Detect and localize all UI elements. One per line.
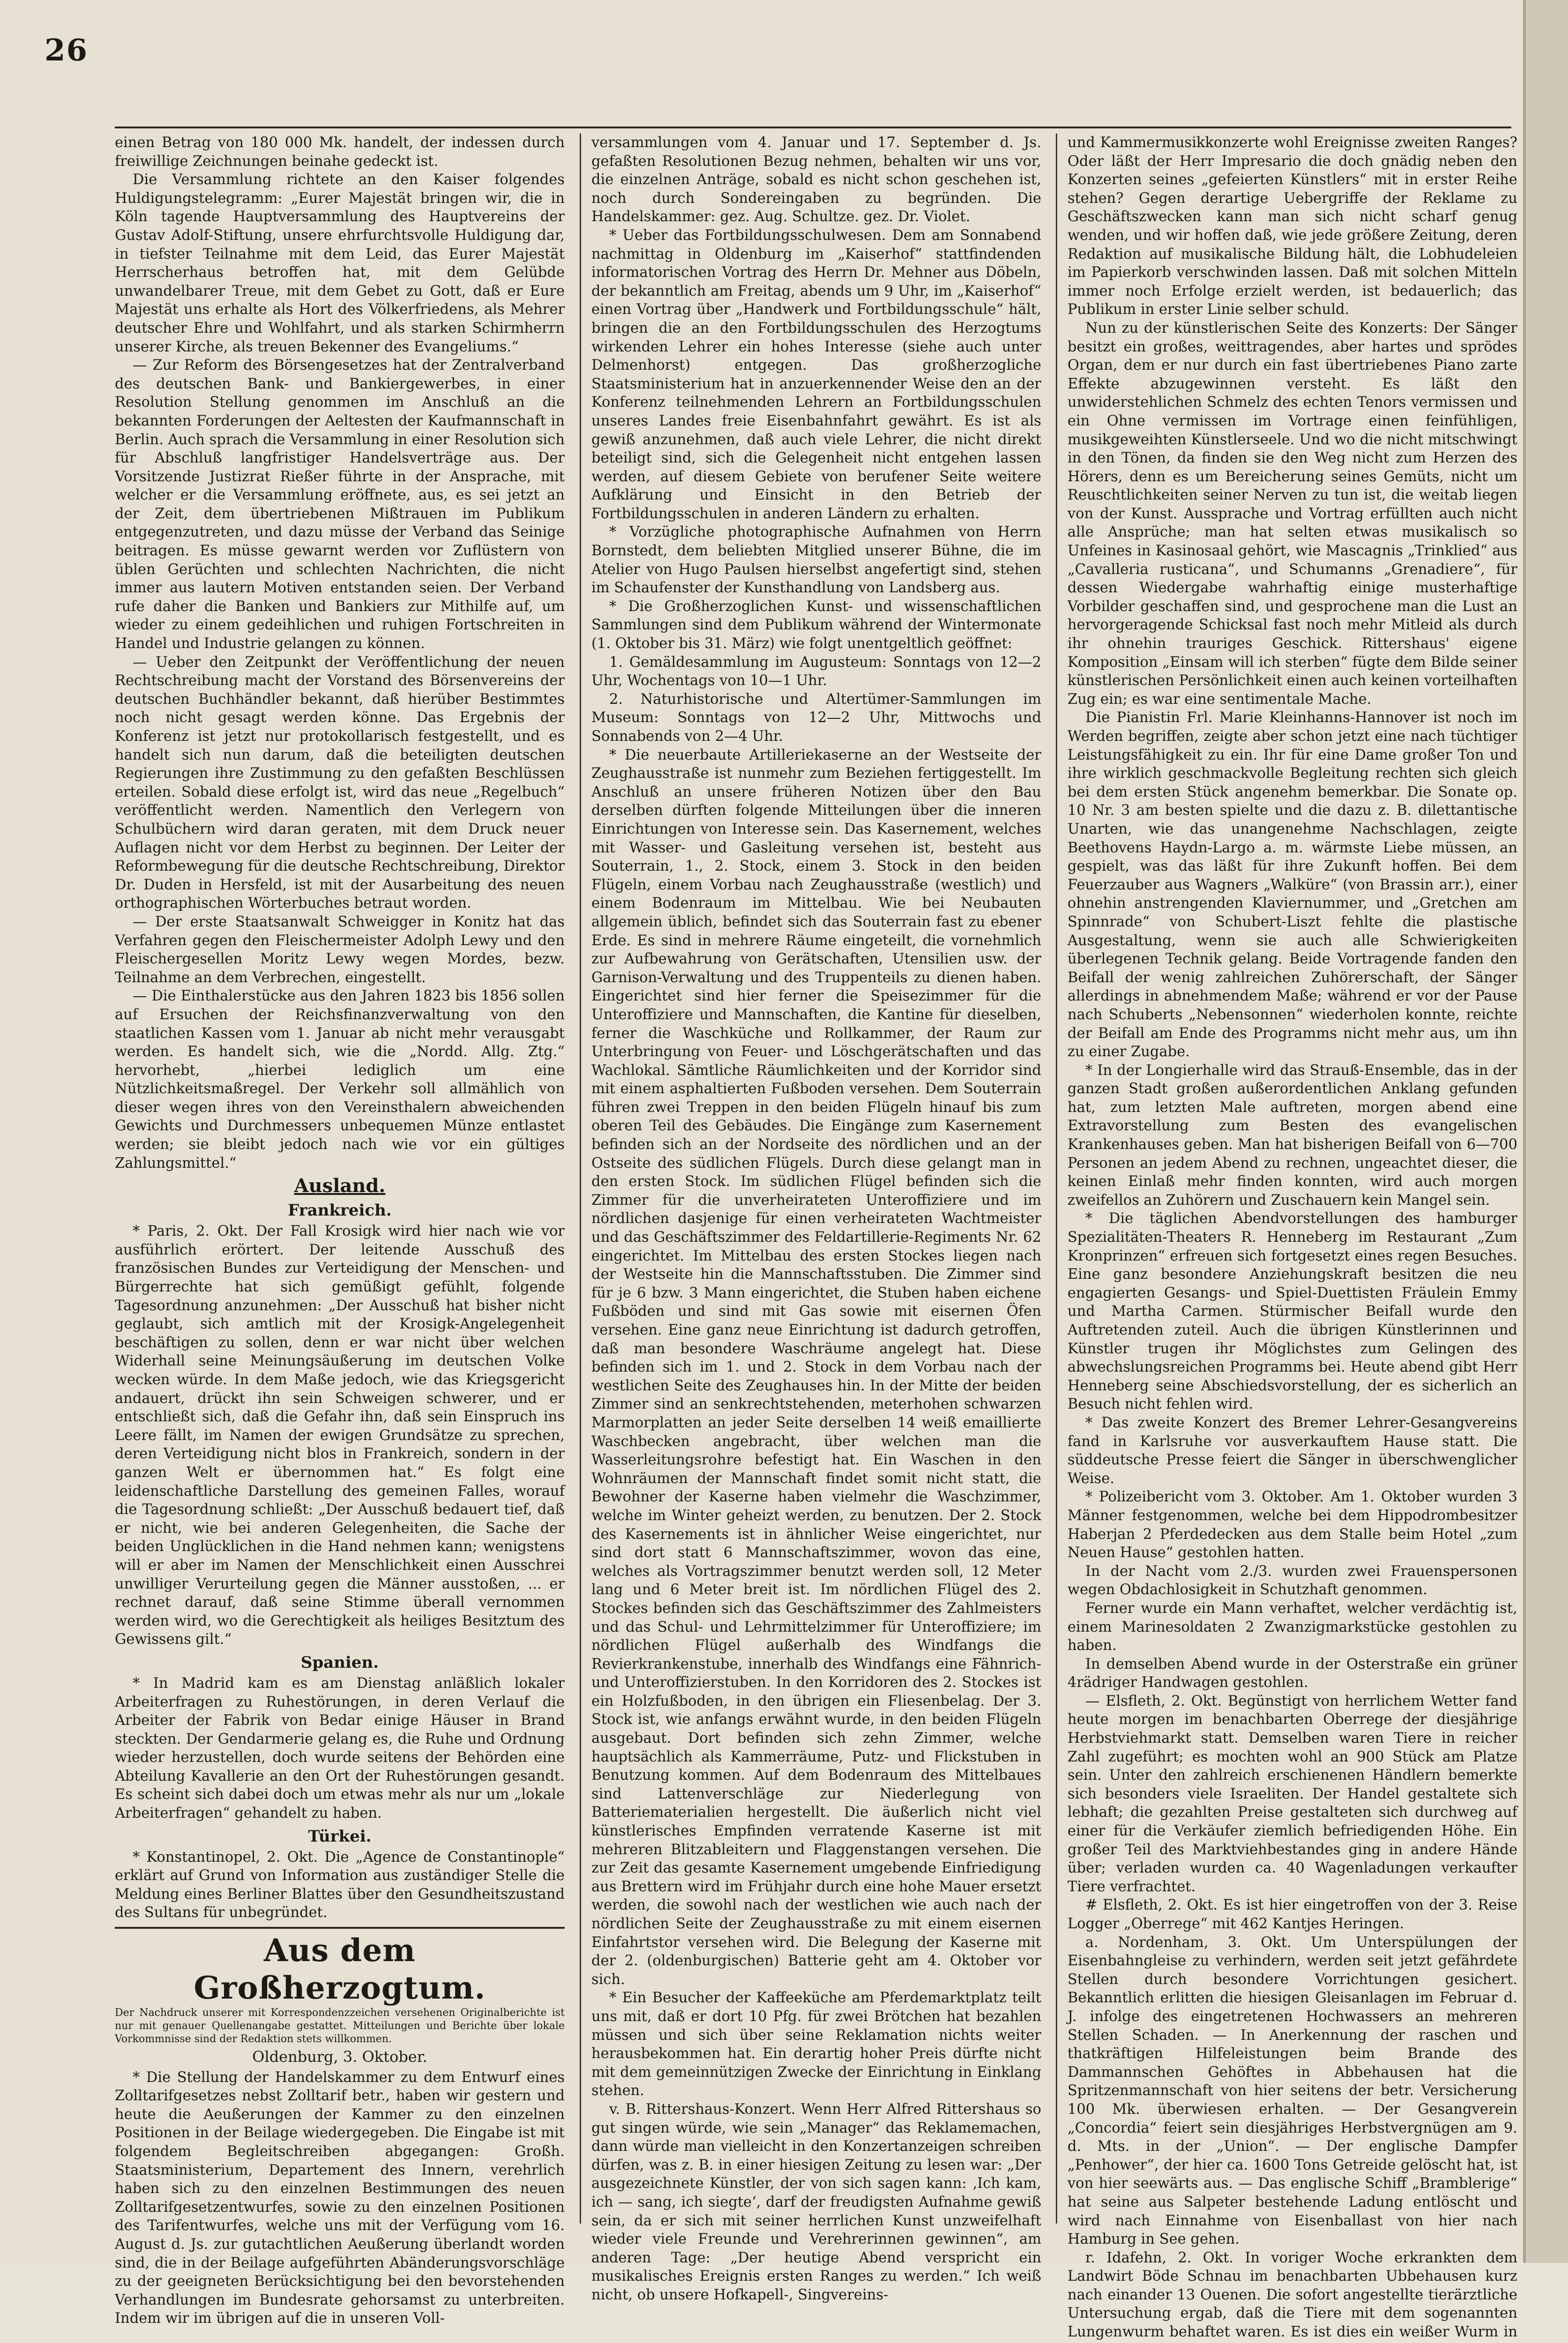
- section-heading-tuerkei: Türkei.: [308, 1827, 372, 1846]
- page-edge-shadow: [1523, 0, 1568, 2263]
- paragraph: * In Madrid kam es am Dienstag anläßlich lokaler Arbeiterfragen zu Ruhestörungen, in deren Verlauf die Arbeiter der Fabrik von Bedar einige Häuser in Brand steckten. Der Gendarmerie gelang es, die Ruhe und Ordnung wieder herzustellen, doch wurde seitens der Behörden eine Abteilung Kavallerie an den Ort der Ruhestörungen gesandt. Es scheint sich dabei doch um etwas mehr als nur um „lokale Arbeiterfragen“ gehandelt zu haben.: [115, 1675, 565, 1822]
- section-heading-ausland: Ausland.: [294, 1175, 386, 1197]
- dateline: Oldenburg, 3. Oktober.: [252, 2048, 427, 2066]
- section-heading-spanien: Spanien.: [300, 1653, 379, 1672]
- section-heading-frankreich: Frankreich.: [288, 1201, 392, 1220]
- paragraph: — Ueber den Zeitpunkt der Veröffentlichung der neuen Rechtschreibung macht der Vorstand des Börsenvereins der deutschen Buchhändler bekannt, daß hierüber Bestimmtes noch nicht gesagt werden könne. Das Ergebnis der Konferenz ist jetzt nur protokollarisch festgestellt, und es handelt sich nun darum, daß die beteiligten deutschen Regierungen ihre Zustimmung zu den gefaßten Beschlüssen erteilen. Sobald diese erfolgt ist, wird das neue „Regelbuch“ veröffentlicht werden. Namentlich den Verlegern von Schulbüchern wird daran geraten, mit dem Druck neuer Auflagen nicht vor dem Herbst zu beginnen. Der Leiter der Reformbewegung für die deutsche Rechtschreibung, Direktor Dr. Duden in Hersfeld, ist mit der Ausarbeitung des neuen orthographischen Wörterbuches betraut worden.: [115, 654, 565, 912]
- paragraph: — Der erste Staatsanwalt Schweigger in Konitz hat das Verfahren gegen den Fleischermeister Adolph Lewy und den Fleischergesellen Moritz Lewy wegen Mordes, bezw. Teilnahme an dem Verbrechen, eingestellt.: [115, 913, 565, 986]
- paragraph: * Die Stellung der Handelskammer zu dem Entwurf eines Zolltarifgesetzes nebst Zolltarif betr., haben wir gestern und heute die Aeußerungen der Kammer zu den einzelnen Positionen in der Beilage wiedergegeben. Die Eingabe ist mit folgendem Begleitschreiben abgegangen: Großh. Staatsministerium, Departement des Innern, verehrlich haben sich zu den einzelnen Bestimmungen des neuen Zolltarifgesetzentwurfes, sowie zu den einzelnen Positionen des Tarifentwurfes, welche uns mit der Verfügung vom 16. August d. Js. zur gutachtlichen Aeußerung überlandt worden sind, die in der Beilage aufgeführten Abänderungsvorschläge zu der geeigneten Berücksichtigung bei den bevorstehenden Verhandlungen im Bundesrate gehorsamst zu unterbreiten. Indem wir im übrigen auf die in unseren Voll-: [115, 2069, 565, 2327]
- paragraph: v. B. Rittershaus-Konzert. Wenn Herr Alfred Rittershaus so gut singen würde, wie sein „Manager“ das Reklamemachen, dann würde man vielleicht in den Konzertanzeigen schreiben dürfen, was z. B. in einer hiesigen Zeitung zu lesen war: „Der ausgezeichnete Künstler, der von sich sagen kann: ‚Ich kam, ich — sang, ich siegte‘, darf der freudigsten Aufnahme gewiß sein, da er sich mit seiner herrlichen Kunst unzweifelhaft wieder viele Freunde und Verehrerinnen gewinnen“, am anderen Tage: „Der heutige Abend verspricht ein musikalisches Ereignis ersten Ranges zu werden.“ Ich weiß nicht, ob unsere Hofkapell-, Singvereins-: [591, 2101, 1041, 2303]
- paragraph: a. Nordenham, 3. Okt. Um Unterspülungen der Eisenbahngleise zu verhindern, werden seit jetzt gefährdete Stellen durch besondere Vorrichtungen gesichert. Bekanntlich erlitten die hiesigen Gleisanlagen im Februar d. J. infolge des eingetretenen Hochwassers an mehreren Stellen Schaden. — In Anerkennung der raschen und thatkräftigen Hilfeleistungen beim Brande des Dammannschen Gehöftes in Abbehausen hat die Spritzenmannschaft von hier seitens der betr. Versicherung 100 Mk. überwiesen erhalten. — Der Gesangverein „Concordia“ feiert sein diesjähriges Herbstvergnügen am 9. d. Mts. in der „Union“. — Der englische Dampfer „Penhower“, der hier ca. 1600 Tons Getreide gelöscht hat, ist von hier seewärts aus. — Das englische Schiff „Bramblerige“ hat seine aus Salpeter bestehende Ladung entlöscht und wird nach Einnahme von Eisenballast von hier nach Hamburg in See gehen.: [1068, 1934, 1517, 2248]
- reprint-note: Der Nachdruck unserer mit Korrespondenzzeichen versehenen Originalberichte ist nur mit genauer Quellenangabe gestattet. Mitteilungen und Berichte über lokale Vorkommnisse sind der Redaktion stets willkommen.: [115, 2007, 565, 2045]
- paragraph: In der Nacht vom 2./3. wurden zwei Frauenspersonen wegen Obdachlosigkeit in Schutzhaft genommen.: [1068, 1563, 1517, 1598]
- paragraph: und Kammermusikkonzerte wohl Ereignisse zweiten Ranges? Oder läßt der Herr Impresario die doch gnädig neben den Konzerten seines „gefeierten Künstlers“ mit in erster Reihe stehen? Gegen derartige Uebergriffe der Reklame zu Geschäftszwecken kann man sich nicht scharf genug wenden, und wir hoffen daß, wie jede größere Zeitung, deren Redaktion auf musikalische Bildung hält, die Lobhudeleien im Papierkorb verschwinden lassen. Daß mit solchen Mitteln immer noch Erfolge erzielt werden, ist bedauerlich; das Publikum in erster Linie selber schuld.: [1068, 134, 1517, 318]
- column-1: [115, 134, 565, 2328]
- paragraph: versammlungen vom 4. Januar und 17. September d. Js. gefaßten Resolutionen Bezug nehmen, behalten wir uns vor, die einzelnen Anträge, sobald es nicht schon geschehen ist, noch durch Sondereingaben zu begründen. Die Handelskammer: gez. Aug. Schultze. gez. Dr. Violet.: [591, 134, 1041, 225]
- paragraph: Nun zu der künstlerischen Seite des Konzerts: Der Sänger besitzt ein großes, weittragendes, aber hartes und sprödes Organ, dem er nur durch ein fast übertriebenes Piano zarte Effekte abzugewinnen versteht. Es läßt den unwiderstehlichen Schmelz des echten Tenors vermissen und ein Ohne vermissen im Vortrage einen feinfühligen, musikgeweihten Künstlerseele. Und wo die nicht mitschwingt in den Tönen, da finden sie den Weg nicht zum Herzen des Hörers, denn es um Bereicherung seines Gemüts, nicht um Reuschtlichkeiten seiner Nerven zu tun ist, die weitab liegen von der Kunst. Aussprache und Vortrag erfüllten auch nicht alle Ansprüche; man hat selten etwas musikalisch so Unfeines in Kasinosaal gehört, wie Mascagnis „Trinklied“ aus „Cavalleria rusticana“, und Schumanns „Grenadiere“, für dessen Wiedergabe wahrhaftig einige musterhaftige Vorbilder geschaffen sind, und gesprochene man die Lust an hervorgeragende Schicksal fast noch mehr Mitleid als durch ihr ohnehin trauriges Geschick. Rittershaus' eigene Komposition „Einsam will ich sterben“ fügte dem Bilde seiner künstlerischen Persönlichkeit einen auch keinen vorteilhaften Zug ein; es war eine sentimentale Mache.: [1068, 320, 1517, 708]
- paragraph: r. Idafehn, 2. Okt. In voriger Woche erkrankten dem Landwirt Böde Schnau im benachbarten Ubbehausen kurz nach einander 13 Ouenen. Die sofort angestellte tierärztliche Untersuchung ergab, daß die Tiere mit dem sogenannten Lungenwurm behaftet waren. Es ist dies ein weißer Wurm in: [1068, 2249, 1517, 2341]
- paragraph: Ferner wurde ein Mann verhaftet, welcher verdächtig ist, einem Marinesoldaten 2 Zwanzigmarkstücke gestohlen zu haben.: [1068, 1600, 1517, 1654]
- paragraph: * Polizeibericht vom 3. Oktober. Am 1. Oktober wurden 3 Männer festgenommen, welche bei dem Hippodrombesitzer Haberjan 2 Pferdedecken aus dem Stalle beim Hotel „zum Neuen Hause“ gestohlen hatten.: [1068, 1489, 1517, 1561]
- top-rule: [115, 127, 1511, 128]
- section-banner: Aus dem Großherzogtum.: [115, 1927, 565, 2007]
- paragraph: * Das zweite Konzert des Bremer Lehrer-Gesangvereins fand in Karlsruhe vor ausverkauftem Hause statt. Die süddeutsche Presse feiert die Sänger in überschwenglicher Weise.: [1068, 1414, 1517, 1487]
- paragraph: In demselben Abend wurde in der Osterstraße ein grüner 4rädriger Handwagen gestohlen.: [1068, 1656, 1517, 1691]
- paragraph: — Elsfleth, 2. Okt. Begünstigt von herrlichem Wetter fand heute morgen im benachbarten Oberrege der diesjährige Herbstviehmarkt statt. Demselben waren Tiere in reicher Zahl zugeführt; es mochten wohl an 900 Stück am Platze sein. Unter den zahlreich erschienenen Händlern bemerkte sich besonders viele Israeliten. Der Handel gestaltete sich lebhaft; die gezahlten Preise gestalteten sich durchweg auf einer für die Verkäufer ziemlich befriedigenden Höhe. Ein großer Teil des Marktviehbestandes ging in andere Hände über; verladen wurden ca. 40 Wagenladungen verkaufter Tiere verfrachtet.: [1068, 1693, 1517, 1895]
- paragraph: Die Pianistin Frl. Marie Kleinhanns-Hannover ist noch im Werden begriffen, zeigte aber schon jetzt eine nach tüchtiger Leistungsfähigkeit zu ein. Ihr für eine Dame großer Ton und ihre wirklich geschmackvolle Begleitung rechten sich gleich bei dem ersten Stück angenehm bemerkbar. Die Sonate op. 10 Nr. 3 am besten spielte und die dazu z. B. dilettantische Unarten, wie das unangenehme Nachschlagen, zeigte Beethovens Haydn-Largo a. m. wärmste Liebe müssen, an gespielt, was das läßt für ihre Zukunft hoffen. Bei dem Feuerzauber aus Wagners „Walküre“ (von Brassin arr.), einer ohnehin anstrengenden Klaviernummer, und „Gretchen am Spinnrade“ von Schubert-Liszt fehlte die plastische Ausgestaltung, wenn sie auch alle Schwierigkeiten überlegenen Technik gelang. Beide Vortragende fanden den Beifall der wenig zahlreichen Zuhörerschaft, der Sänger allerdings in abnehmendem Maße; während er vor der Pause nach Schuberts „Nebensonnen“ wiederholen konnte, reichte der Beifall am Ende des Programms nicht mehr aus, um ihn zu einer Zugabe.: [1068, 709, 1517, 1060]
- paragraph: — Zur Reform des Börsengesetzes hat der Zentralverband des deutschen Bank- und Bankiergewerbes, in einer Resolution Stellung genommen im Anschluß an die bekannten Forderungen der Aeltesten der Kaufmannschaft in Berlin. Auch sprach die Versammlung in einer Resolution sich für Abschluß langfristiger Handelsverträge aus. Der Vorsitzende Justizrat Rießer führte in der Ansprache, mit welcher er die Versammlung eröffnete, aus, es sei jetzt an der Zeit, dem übertriebenen Mißtrauen im Publikum entgegenzutreten, und dazu müsse der Verband das Seinige beitragen. Es müsse gewarnt werden vor Zuflüstern von üblen Gerüchten und schlechten Nachrichten, die nicht immer aus lautern Motiven entstanden seien. Der Verband rufe daher die Banken und Bankiers zur Mithilfe auf, um wieder zu einem gedeihlichen und ruhigen Fortschreiten in Handel und Industrie gelangen zu können.: [115, 357, 565, 652]
- paragraph: — Die Einthalerstücke aus den Jahren 1823 bis 1856 sollen auf Ersuchen der Reichsfinanzverwaltung von den staatlichen Kassen vom 1. Januar ab nicht mehr verausgabt werden. Es handelt sich, wie die „Nordd. Allg. Ztg.“ hervorhebt, „hierbei lediglich um eine Nützlichkeitsmaßregel. Der Verkehr soll allmählich von dieser wegen ihres von den Vereinsthalern abweichenden Gewichts und Durchmessers unbequemen Münze entlastet werden; sie bleibt jedoch nach wie vor ein gültiges Zahlungsmittel.“: [115, 988, 565, 1172]
- paragraph: * Die neuerbaute Artilleriekaserne an der Westseite der Zeughausstraße ist nunmehr zum Beziehen fertiggestellt. Im Anschluß an unsere früheren Notizen über den Bau derselben dürften folgende Mitteilungen über die inneren Einrichtungen von Interesse sein. Das Kasernement, welches mit Wasser- und Gasleitung versehen ist, besteht aus Souterrain, 1., 2. Stock, einem 3. Stock in den beiden Flügeln, einem Vorbau nach Zeughausstraße (westlich) und einem Bodenraum im Mittelbau. Wie bei Neubauten allgemein üblich, befindet sich das Souterrain fast zu ebener Erde. Es sind in mehrere Räume eingeteilt, die vornehmlich zur Aufbewahrung von Gerätschaften, Utensilien usw. der Garnison-Verwaltung und des Truppenteils zu dienen haben. Eingerichtet sind hier ferner die Speisezimmer für die Unteroffiziere und Mannschaften, die Kantine für dieselben, ferner die Waschküche und Rollkammer, der Raum zur Unterbringung von Feuer- und Löschgerätschaften und das Wachlokal. Sämtliche Räumlichkeiten und der Korridor sind mit einem asphaltierten Fußboden versehen. Dem Souterrain führen zwei Treppen in den beiden Flügeln hinauf bis zum oberen Teil des Gebäudes. Die Eingänge zum Kasernement befinden sich an der Nordseite des nördlichen und an der Ostseite des südlichen Flügels. Durch diese gelangt man in den ersten Stock. Im südlichen Flügel befinden sich die Zimmer für die unverheirateten Unteroffiziere und im nördlichen dasjenige für einen verheirateten Wachtmeister und das Geschäftszimmer des Feldartillerie-Regiments Nr. 62 eingerichtet. Im Mittelbau des ersten Stockes liegen nach der Westseite hin die Mannschaftsstuben. Die Zimmer sind für je 6 bzw. 3 Mann eingerichtet, die Stuben haben eichene Fußböden und sind mit Gas sowie mit eisernen Öfen versehen. Eine ganz neue Einrichtung ist dadurch getroffen, daß man besondere Waschräume angelegt hat. Diese befinden sich im 1. und 2. Stock in dem Vorbau nach der westlichen Seite des Zeughauses hin. In der Mitte der beiden Zimmer sind an senkrechtstehenden, meterhohen schwarzen Marmorplatten an jeder Seite derselben 14 weiß emaillierte Waschbecken angebracht, über welchen man die Wasserleitungsrohre befestigt hat. Ein Waschen in den Wohnräumen der Mannschaft findet somit nicht statt, die Bewohner der Kaserne haben vielmehr die Waschzimmer, welche im Winter geheizt werden, zu benutzen. Der 2. Stock des Kasernements ist in ähnlicher Weise eingerichtet, nur sind dort statt 6 Mannschaftszimmer, wovon das eine, welches als Vortragszimmer benutzt werden soll, 12 Meter lang und 6 Meter breit ist. Im nördlichen Flügel des 2. Stockes befinden sich das Geschäftszimmer des Zahlmeisters und das Schul- und Lehrmittelzimmer für Unteroffiziere; im nördlichen Flügel außerhalb des Windfangs die Revierkrankenstube, innerhalb des Windfangs eine Fähnrich- und Unteroffizierstuben. In den Korridoren des 2. Stockes ist ein Holzfußboden, in den übrigen ein Fliesenbelag. Der 3. Stock ist, wie anfangs erwähnt wurde, in den beiden Flügeln ausgebaut. Dort befinden sich zehn Zimmer, welche hauptsächlich als Kammerräume, Putz- und Flickstuben in Benutzung kommen. Auf dem Bodenraum des Mittelbaues sind Lattenverschläge zur Niederlegung von Batteriematerialien hergestellt. Die äußerlich nicht viel künstlerisches Empfinden verratende Kaserne ist mit mehreren Blitzableitern und Flaggenstangen versehen. Die zur Zeit das gesamte Kasernement umgebende Einfriedigung aus Brettern wird im Frühjahr durch eine hohe Mauer ersetzt werden, die sowohl nach der westlichen wie auch nach der nördlichen Seite der Zeughausstraße zu mit einem eisernen Einfahrtstor versehen wird. Die Belegung der Kaserne mit der 2. (oldenburgischen) Batterie geht am 4. Oktober vor sich.: [591, 746, 1041, 1988]
- column-3: [1068, 134, 1517, 2343]
- page-number: 26: [45, 33, 89, 68]
- paragraph: * Die Großherzoglichen Kunst- und wissenschaftlichen Sammlungen sind dem Publikum während der Wintermonate (1. Oktober bis 31. März) wie folgt unentgeltlich geöffnet:: [591, 598, 1041, 652]
- paragraph: 1. Gemäldesammlung im Augusteum: Sonntags von 12—2 Uhr, Wochentags von 10—1 Uhr.: [591, 654, 1041, 689]
- paragraph: # Elsfleth, 2. Okt. Es ist hier eingetroffen von der 3. Reise Logger „Oberrege“ mit 462 Kantjes Heringen.: [1068, 1897, 1517, 1932]
- paragraph: 2. Naturhistorische und Altertümer-Sammlungen im Museum: Sonntags von 12—2 Uhr, Mittwochs und Sonnabends von 2—4 Uhr.: [591, 691, 1041, 745]
- column-separator: [1056, 134, 1057, 2224]
- paragraph: * Ein Besucher der Kaffeeküche am Pferdemarktplatz teilt uns mit, daß er dort 10 Pfg. für zwei Brötchen hat bezahlen müssen und sich über seine Reklamation nichts weiter herausbekommen hat. Ein derartig hoher Preis dürfte nicht mit dem gemeinnützigen Zwecke der Einrichtung in Einklang stehen.: [591, 1990, 1041, 2099]
- column-2: [591, 134, 1041, 2304]
- paragraph: * Paris, 2. Okt. Der Fall Krosigk wird hier nach wie vor ausführlich erörtert. Der leitende Ausschuß des französischen Bundes zur Verteidigung der Menschen- und Bürgerrechte hat sich gemüßigt gefühlt, folgende Tagesordnung anzunehmen: „Der Ausschuß hat bisher nicht geglaubt, sich amtlich mit der Krosigk-Angelegenheit beschäftigen zu sollen, denn er war nicht über welchen Widerhall seine Meinungsäußerung im deutschen Volke wecken würde. In dem Maße jedoch, wie das Kriegsgericht andauert, drückt ihn sein Schweigen schwerer, und er entschließt sich, daß die Gefahr ihn, daß sein Einspruch ins Leere fällt, im Namen der ewigen Grundsätze zu sprechen, deren Verteidigung nicht blos in Frankreich, sondern in der ganzen Welt er übernommen hat.“ Es folgt eine leidenschaftliche Darstellung des gemeinen Falles, worauf die Tagesordnung schließt: „Der Ausschuß bedauert tief, daß er nicht, wie bei anderen Gelegenheiten, die Sache der beiden Unglücklichen in die Hand nehmen kann; wenigstens will er aber im Namen der Menschlichkeit einen Ausschrei unwilliger Verurteilung gegen die Männer ausstoßen, ... er rechnet darauf, daß seine Stimme überall vernommen werden wird, wo die Gerechtigkeit als heiliges Besitztum des Gewissens gilt.“: [115, 1223, 565, 1648]
- paragraph: * Vorzügliche photographische Aufnahmen von Herrn Bornstedt, dem beliebten Mitglied unserer Bühne, die im Atelier von Hugo Paulsen hierselbst angefertigt sind, stehen im Schaufenster der Kunsthandlung von Landsberg aus.: [591, 524, 1041, 597]
- paragraph: * Konstantinopel, 2. Okt. Die „Agence de Constantinople“ erklärt auf Grund von Information aus zuständiger Stelle die Meldung eines Berliner Blattes über den Gesundheitszustand des Sultans für unbegründet.: [115, 1849, 565, 1921]
- paragraph: Die Versammlung richtete an den Kaiser folgendes Huldigungstelegramm: „Eurer Majestät bringen wir, die in Köln tagende Hauptversammlung des Hauptvereins der Gustav Adolf-Stiftung, unsere ehrfurchtsvolle Huldigung dar, in tiefster Teilnahme mit dem Leid, das Eurer Majestät Herrscherhaus betroffen hat, mit dem Gelübde unwandelbarer Treue, mit dem Gebet zu Gott, daß er Eure Majestät uns erhalte als Hort des Völkerfriedens, als Mehrer deutscher Ehre und Wohlfahrt, und als starken Schirmherrn unserer Kirche, als treuen Bekenner des Evangeliums.“: [115, 172, 565, 355]
- paragraph: * In der Longierhalle wird das Strauß-Ensemble, das in der ganzen Stadt großen außerordentlichen Anklang gefunden hat, zum letzten Male auftreten, morgen abend eine Extravorstellung zum Besten des evangelischen Krankenhauses geben. Man hat bisherigen Beifall von 6—700 Personen an jedem Abend zu rechnen, ungeachtet dieser, die keinen Einlaß mehr finden konnten, wird auch morgen zweifellos an Zuhörern und Zuschauern kein Mangel sein.: [1068, 1062, 1517, 1209]
- paragraph: * Ueber das Fortbildungsschulwesen. Dem am Sonnabend nachmittag in Oldenburg im „Kaiserhof“ stattfindenden informatorischen Vortrag des Herrn Dr. Mehner aus Döbeln, der bekanntlich am Freitag, abends um 9 Uhr, im „Kaiserhof“ einen Vortrag über „Handwerk und Fortbildungsschule“ hält, bringen die an den Fortbildungsschulen des Herzogtums wirkenden Lehrer ein hohes Interesse (siehe auch unter Delmenhorst) entgegen. Das großherzogliche Staatsministerium hat in anzuerkennender Weise den an der Konferenz teilnehmenden Lehrern an Fortbildungsschulen unseres Landes freie Eisenbahnfahrt gewährt. Es ist als gewiß anzunehmen, daß auch viele Lehrer, die nicht direkt beteiligt sind, sich die Gelegenheit nicht entgehen lassen werden, auf diesem Gebiete von berufener Seite weitere Aufklärung und Einsicht in den Betrieb der Fortbildungsschulen in anderen Ländern zu erhalten.: [591, 227, 1041, 522]
- paragraph: einen Betrag von 180 000 Mk. handelt, der indessen durch freiwillige Zeichnungen beinahe gedeckt ist.: [115, 134, 565, 170]
- paragraph: * Die täglichen Abendvorstellungen des hamburger Spezialitäten-Theaters R. Henneberg im Restaurant „Zum Kronprinzen“ erfreuen sich fortgesetzt eines regen Besuches. Eine ganz besondere Anziehungskraft besitzen die neu engagierten Gesangs- und Spiel-Duettisten Fräulein Emmy und Martha Carmen. Stürmischer Beifall wurde den Auftretenden zuteil. Auch die übrigen Künstlerinnen und Künstler trugen ihr Möglichstes zum Gelingen des abwechslungsreichen Programms bei. Heute abend gibt Herr Henneberg seine Abschiedsvorstellung, der es sicherlich an Besuch nicht fehlen wird.: [1068, 1210, 1517, 1413]
- column-separator: [580, 134, 581, 2224]
